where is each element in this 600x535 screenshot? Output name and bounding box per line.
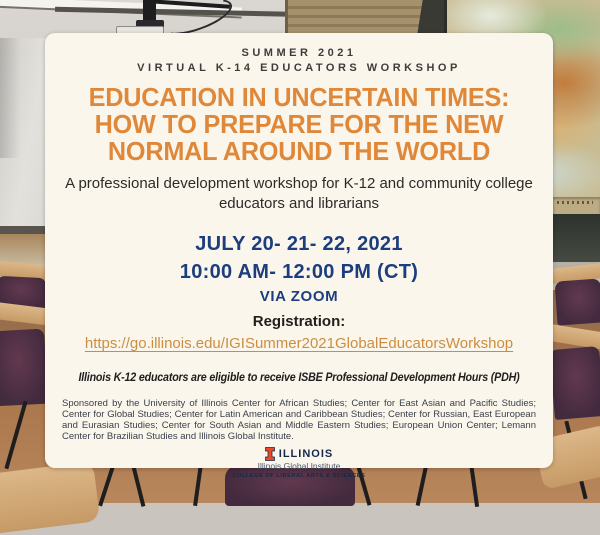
student-chair xyxy=(0,329,48,407)
college-name: COLLEGE OF LIBERAL ARTS & SCIENCES xyxy=(232,473,366,479)
sponsor-list: Sponsored by the University of Illinois Center for African Studies; Center for East Asian and Pacific Studies; Center for Global Studies; Center for Latin American and Caribbean Studies; Center for Russian, East European and Eurasian Studies; Center for South Asian and Middle Eastern Studies; European Union Center; Lemann Center for Brazilian Studies and Illinois Global Institute. xyxy=(62,398,536,442)
registration-label: Registration: xyxy=(252,313,346,330)
student-chair xyxy=(555,278,600,325)
wall-trim xyxy=(0,234,46,264)
page-title xyxy=(53,84,546,165)
illinois-block-i-icon xyxy=(265,447,275,461)
event-dates: JULY 20- 21- 22, 2021 xyxy=(195,233,403,255)
projection-screen-bar xyxy=(0,226,46,234)
flyer-card xyxy=(45,33,553,479)
title-line-2: HOW TO PREPARE FOR THE NEW xyxy=(94,109,504,139)
banner-season: SUMMER 2021 xyxy=(241,47,357,59)
institute-name: Illinois Global Institute xyxy=(257,461,341,471)
banner-workshop-name: VIRTUAL K-14 EDUCATORS WORKSHOP xyxy=(137,62,461,74)
event-time: 10:00 AM- 12:00 PM (CT) xyxy=(179,261,419,283)
registration-link[interactable]: https://go.illinois.edu/IGISummer2021GlobalEducatorsWorkshop xyxy=(84,335,514,352)
projection-screen-shadow xyxy=(0,38,20,158)
title-line-1: EDUCATION IN UNCERTAIN TIMES: xyxy=(88,82,510,112)
event-banner xyxy=(45,46,553,76)
chalkboard xyxy=(553,214,600,262)
workshop-subtitle xyxy=(45,174,553,214)
wall-map-bottom-rail xyxy=(553,197,600,214)
subtitle-line-2: educators and librarians xyxy=(218,195,380,212)
schedule-block xyxy=(45,230,553,307)
title-line-3: NORMAL AROUND THE WORLD xyxy=(107,136,491,166)
pdh-eligibility-note: Illinois K-12 educators are eligible to receive ISBE Professional Development Hours (PDH) xyxy=(78,372,520,384)
student-chair xyxy=(549,346,600,420)
illinois-wordmark: ILLINOIS xyxy=(278,448,334,460)
subtitle-line-1: A professional development workshop for K-12 and community college xyxy=(65,175,533,192)
event-platform: VIA ZOOM xyxy=(259,288,339,305)
illinois-global-institute-logo xyxy=(45,447,553,480)
